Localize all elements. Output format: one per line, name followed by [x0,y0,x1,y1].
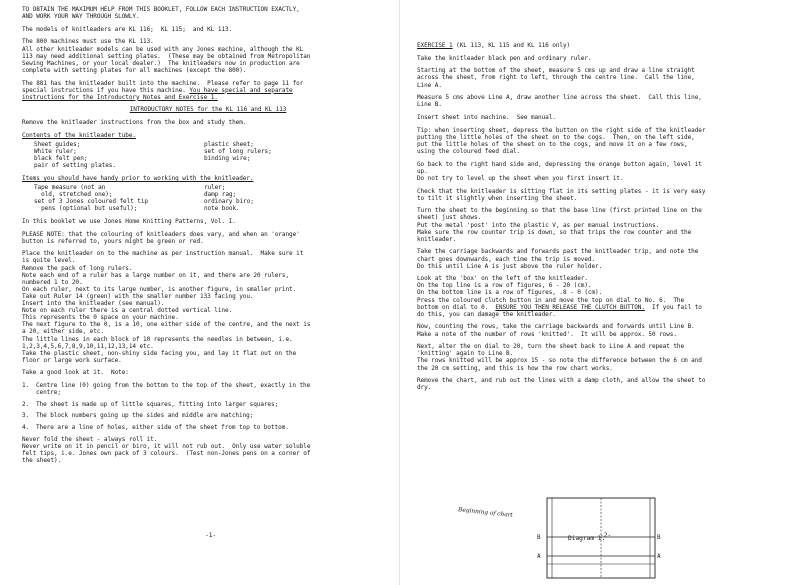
please-note-text: PLEASE NOTE: that the colouring of knitleaders does vary, and when an 'orange' button is referred to, yours might be green or red. [22,230,300,245]
turn-sheet-text: Turn the sheet to the beginning so that the base line (first printed line on the sheet) just shows. Put the metal 'post' into the plastic V, as per manual instructions. Make sure the row counter trip is down, so that trips the row counter and the knitleader. [417,207,702,243]
dial-text [417,275,796,318]
go-back-text: Go back to the right hand side and, depressing the orange button again, level it up. Do not try to level up the sheet when you first insert it. [417,160,702,182]
list-item: ordinary biro; [204,198,254,206]
dial-lead: Look at the 'box' on the left of the knitleader. On the top line is a row of figures, 6 - 20 (cm). On the bottom line is a row of figures, .8 - 0 (cm). Press the coloured clutch button in and move the top on dial to No. 6. The bottom on dial to 0. [417,275,685,311]
never-fold-text: Never fold the sheet - always roll it. Never write on it in pencil or biro, it will not rub out. Only use water soluble felt tips, i.e. Jones own pack of 3 colours. (Test non-Jones pens on a corner of the sheet). [22,435,311,464]
list-number: 1. [22,382,30,390]
list-item: damp rag; [204,191,237,199]
intro-text: TO OBTAIN THE MAXIMUM HELP FROM THIS BOOKLET, FOLLOW EACH INSTRUCTION EXACTLY, AND WORK YOUR WAY THROUGH SLOWLY. [22,6,300,21]
contents-heading: Contents of the knitleader tube. [22,131,136,139]
carriage-text: Take the carriage backwards and forwards past the knitleader trip, and note the chart goes downwards, each time the trip is moved. Do this until Line A is just above the ruler holder. [417,248,699,270]
look-text: Take a good look at it. Note: [22,369,129,377]
list-item [22,401,394,408]
line-b-label-right: B [657,534,661,541]
diagram-caption: Diagram 1. [568,535,606,542]
page-number: -2- [600,532,612,539]
items-heading: Items you should have handy prior to working with the knitleader. [22,174,254,182]
counting-text: Now, counting the rows, take the carriage backwards and forwards until Line B. Make a note of the number of rows 'knitted'. It will be approx. 50 rows. [417,323,695,338]
rulers-instructions: Place the knitleader on to the machine as per instruction manual. Make sure it is quite level. Remove the pack of long rulers. Note each end of a ruler has a large number on it, and there are 20 rulers, numbered 1 to 20. On each ruler, next to its large number, is another figure, in smaller print. Take out Ruler 14 (green) with the smaller number 133 facing you. Insert into the knitleader (see manual). Note on each ruler there is a central dotted vertical line. This represents the 0 space on your machine. The next figure to the 0, is a 10, one either side of the centre, and the next is a 20, either side, etc. The little lines in each block of 10 represents the needles in between, i.e. 1,2,3,4,5,6,7,8,9,10,11,12,13,14 etc. Take the plastic sheet, non-shiny side facing you, and lay it flat out on the floor or large work surface. [22,250,311,364]
next-text: Next, alter the on dial to 20, turn the sheet back to Line A and repeat the 'knitting' again to Line B. The rows knitted will be approx 15 - so note the difference between the 6 cm and the 20 cm setting, and this is how the row chart works. [417,343,702,372]
list-number: 4. [22,424,30,432]
list-item: binding wire; [204,155,251,163]
take-pen-text: Take the knitleader black pen and ordinary ruler. [417,54,592,62]
list-item [22,412,394,419]
list-item: ruler; [204,183,226,191]
list-item: set of 3 Jones coloured felt tip [34,198,148,206]
line-b-text: Measure 5 cms above Line A, draw another line across the sheet. Call this line, Line B. [417,94,702,109]
list-text: The block numbers going up the sides and middle are matching; [36,412,254,420]
list-item: White ruler; [34,147,77,155]
list-text: Centre line (0) going from the bottom to the top of the sheet, exactly in the centre; [36,382,311,397]
tube-contents-list [34,141,394,169]
list-item: old, stretched one); [34,191,113,199]
clutch-warning: ENSURE YOU THEN RELEASE THE CLUTCH BUTTON. [495,303,645,311]
list-text: The sheet is made up of little squares, fitting into larger squares; [36,400,279,408]
beginning-of-chart-note: Beginning of chart [457,507,514,519]
list-item: pens (optional but useful); [34,205,138,213]
list-item: set of long rulers; [204,147,272,155]
dial-tail: If you fail to do this, you can damage the knitleader. [417,303,702,318]
list-item: note book. [204,205,240,213]
list-number: 3. [22,412,30,420]
machine-881-lead: The 881 has the knitleader built into the machine. Please refer to page 11 for special instructions if you have this machine. [22,79,304,94]
patterns-text: In this booklet we use Jones Home Knitting Patterns, Vol. I. [22,217,236,225]
line-a-label: A [537,553,541,560]
line-b-label: B [537,534,541,541]
list-item [22,424,394,431]
list-item: pair of setting plates. [34,162,116,170]
machine-881-text [22,80,394,101]
machine-800-text: The 800 machines must use the KL 113. All other knitleader models can be used with any Jones machine, although the KL 113 may need additional setting plates. (These may be obtained from Metropolitan Sewing Machines, or your local dealer.) The knitleaders now in production are complete with setting plates for all machines (except the 800). [22,38,311,74]
list-number: 2. [22,400,30,408]
list-text: There are a line of holes, either side of the sheet from top to bottom. [36,424,289,432]
list-item: black felt pen; [34,155,88,163]
exercise-label: EXERCISE 1 [417,42,453,49]
exercise-models: (KL 113, KL 115 and KL 116 only) [452,42,571,49]
list-item: Sheet guides; [34,140,81,148]
remove-chart-text: Remove the chart, and rub out the lines with a damp cloth, and allow the sheet to dry. [417,377,706,392]
items-list [34,184,394,212]
page-number: -1- [205,532,217,539]
models-text: The models of knitleaders are KL 116; KL 115; and KL 113. [22,25,233,33]
right-page [400,0,800,585]
exercise-heading [417,42,796,49]
introductory-notes-heading: INTRODUCTORY NOTES for the KL 116 and KL 113 [129,106,287,114]
sheet-notes-list [22,382,394,431]
insert-sheet-text: Insert sheet into machine. See manual. [417,114,556,122]
list-item [22,382,394,396]
check-text: Check that the knitleader is sitting flat in its setting plates - it is very easy to tilt it slightly when inserting the sheet. [417,187,706,202]
list-item: plastic sheet; [204,140,254,148]
line-a-label-right: A [657,553,661,560]
machine-881-underlined: You have special and separate instructions for the Introductory Notes and Exercise 1. [22,86,293,101]
remove-instructions-text: Remove the knitleader instructions from the box and study them. [22,119,247,127]
tip-text: Tip: when inserting sheet, depress the button on the right side of the knitleader putting the little holes of the sheet on to the cogs. Then, on the left side, put the little holes of the sheet on to the cogs, and move it on a few rows, using the coloured feed dial. [417,126,706,155]
line-a-text: Starting at the bottom of the sheet, measure 5 cms up and draw a line straight across the sheet, from right to left, through the centre line. Call the line, Line A. [417,67,695,89]
list-item: Tape measure (not an [34,183,106,191]
